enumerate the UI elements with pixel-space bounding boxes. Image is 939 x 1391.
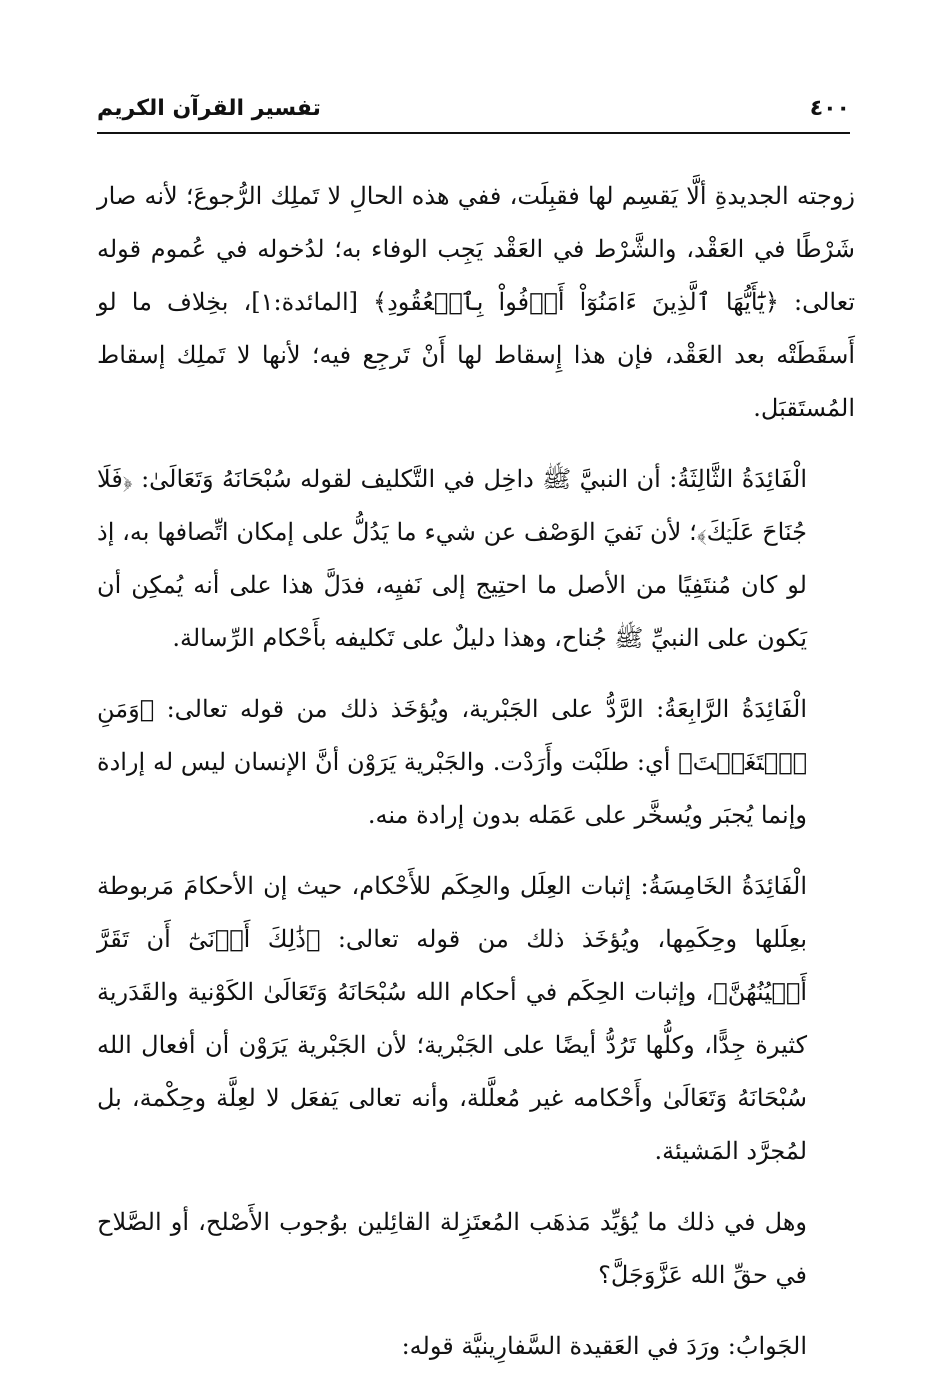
paragraph-benefit-four: الْفَائِدَةُ الرَّابِعَةُ: الرَّدُّ على الجَبْرية، ويُؤخَذ ذلك من قوله تعالى: ﴿وَمَنِ ٱبۡتَغَيۡتَ﴾ أي: طلَبْت وأَرَدْت. والجَبْرية يَرَوْن أنَّ الإنسان ليس له إرادة وإنما يُجبَر ويُسخَّر على عَمَله بدون إرادة منه. [97, 695, 807, 829]
paragraph-answer: الجَوابُ: ورَدَ في العَقيدة السَّفارِينيَّة قوله: [401, 1332, 807, 1360]
main-text [97, 170, 855, 1391]
header-divider [97, 132, 850, 134]
paragraph-benefit-five: الْفَائِدَةُ الخَامِسَةُ: إثبات العِلَل والحِكَم للأَحْكام، حيث إن الأحكامَ مَربوطة بعِلَلها وحِكَمِها، ويُؤخَذ ذلك من قوله تعالى: ﴿ذَٰلِكَ أَدۡنَىٰٓ أَن تَقَرَّ أَعۡيُنُهُنَّ﴾، وإثبات الحِكَم في أحكام الله سُبْحَانَهُ وَتَعَالَىٰ الكَوْنية والقَدَرية كثيرة جِدًّا، وكلُّها تَرُدُّ أيضًا على الجَبْرية؛ لأن الجَبْرية يَرَوْن أن أفعال الله سُبْحَانَهُ وَتَعَالَىٰ وأَحْكامه غير مُعلَّلة، وأنه تعالى يَفعَل لا لعِلَّة وحِكْمة، بل لمُجرَّد المَشيئة. [97, 872, 807, 1165]
page-number: ٤٠٠ [809, 96, 850, 121]
running-header [97, 96, 850, 130]
paragraph-marriage-condition: زوجته الجديدةِ ألَّا يَقسِم لها فقبِلَت، ففي هذه الحالِ لا تَملِك الرُّجوعَ؛ لأنه صار شَرْطًا في العَقْد، والشَّرْط في العَقْد يَجِب الوفاء به؛ لدُخوله في عُموم قوله تعالى: ﴿يَٰٓأَيُّهَا ٱلَّذِينَ ءَامَنُوٓاْ أَوۡفُواْ بِٱلۡعُقُودِ﴾ [المائدة:١]، بخِلاف ما لو أَسقَطَتْه بعد العَقْد، فإن هذا إِسقاط لها أَنْ تَرجِع فيه؛ لأنها لا تَملِك إسقاط المُستَقبَل. [97, 182, 855, 422]
paragraph-benefit-three: الْفَائِدَةُ الثَّالِثَةُ: أن النبيَّ ﷺ داخِل في التَّكليف لقوله سُبْحَانَهُ وَتَعَالَىٰ: ﴿فَلَا جُنَاحَ عَلَيۡكَ﴾؛ لأن نَفيَ الوَصْف عن شيء ما يَدُلُّ على إمكان اتِّصافها به، إذ لو كان مُنتَفِيًا من الأصل ما احتِيج إلى نَفيِه، فدَلَّ هذا على أنه يُمكِن أن يَكون على النبيِّ ﷺ جُناح، وهذا دليلٌ على تَكليفه بأَحْكام الرِّسالة. [97, 465, 807, 652]
paragraph-question: وهل في ذلك ما يُؤيِّد مَذهَب المُعتَزِلة القائِلين بوُجوب الأَصْلح، أو الصَّلاح في حقِّ الله عَزَّوَجَلَّ؟ [97, 1208, 807, 1289]
book-title: تفسير القرآن الكريم [97, 96, 321, 121]
